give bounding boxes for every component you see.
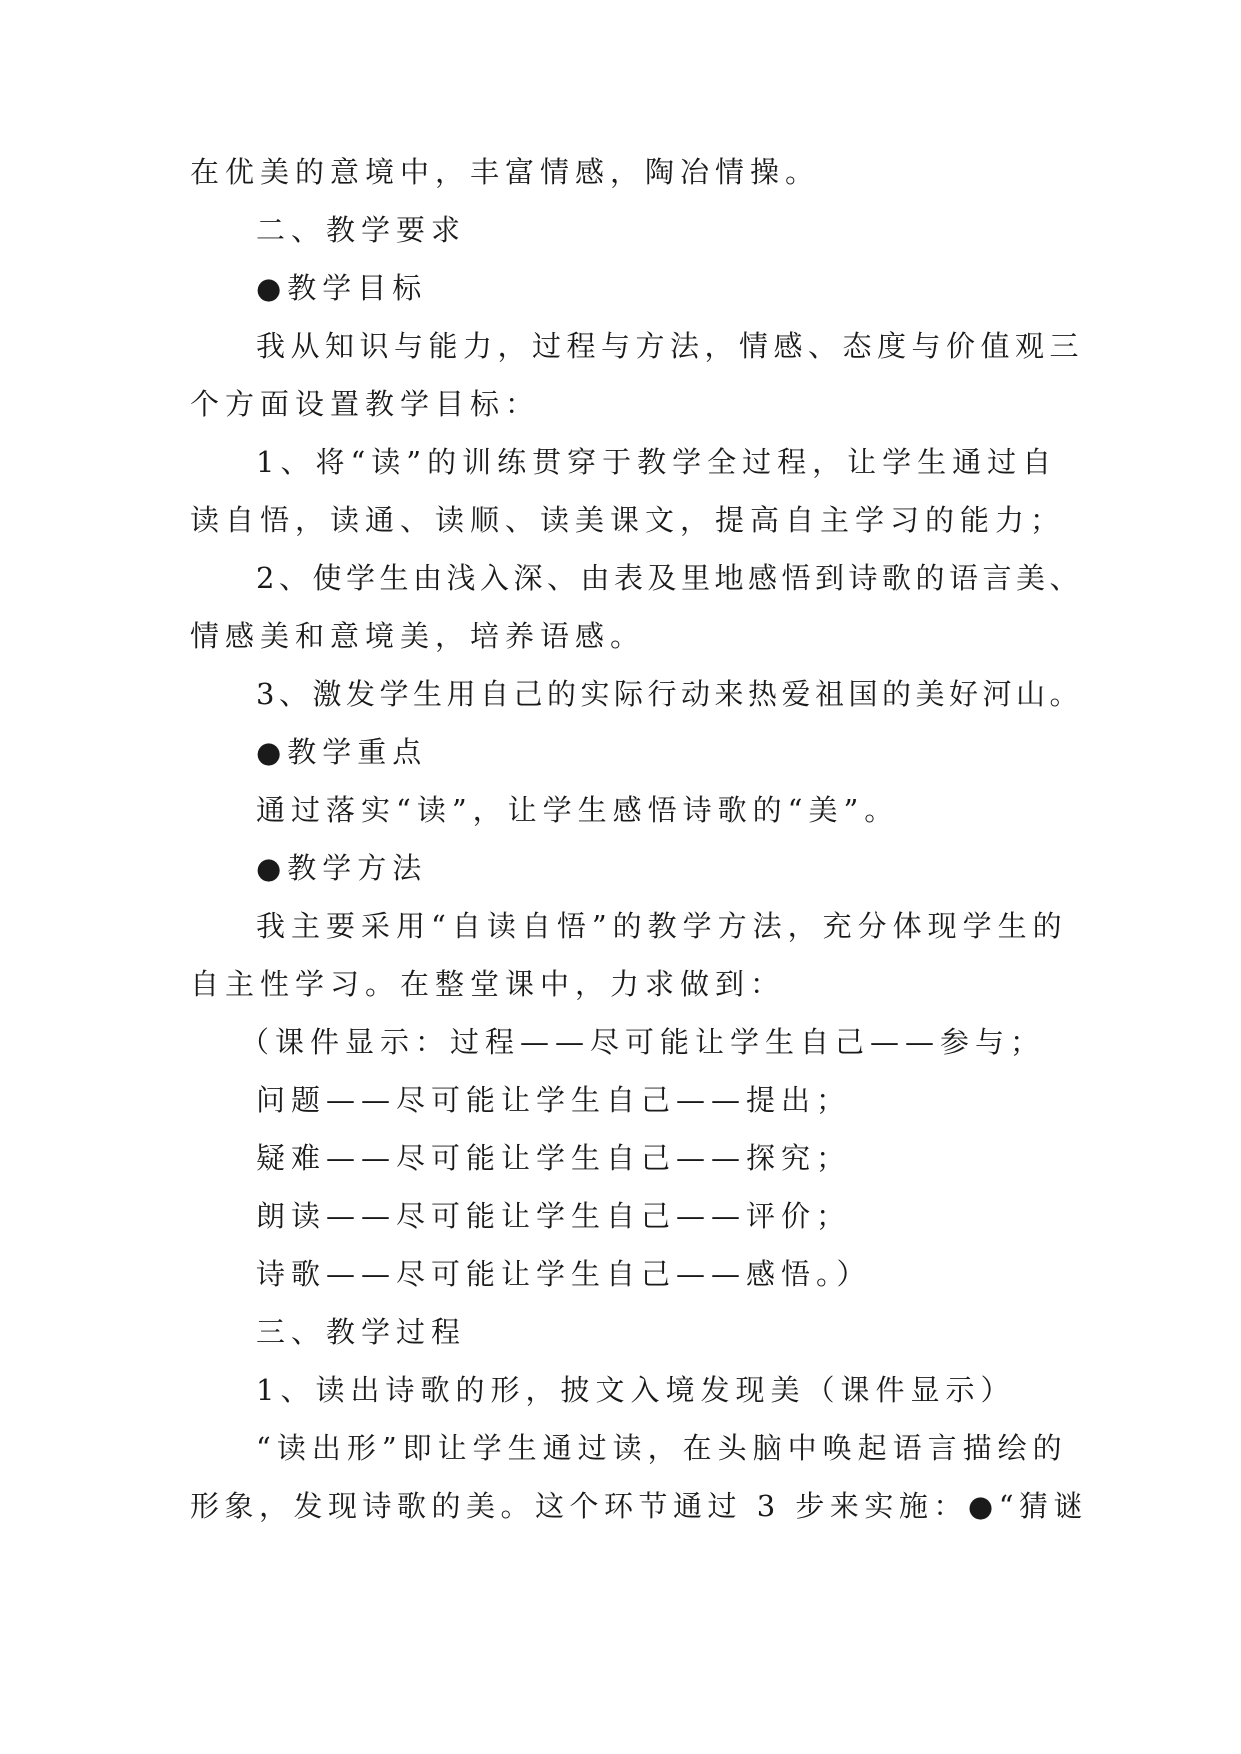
text-line-4: 我从知识与能力，过程与方法，情感、态度与价值观三	[256, 329, 1085, 363]
text-line-6: 1、将“读”的训练贯穿于教学全过程，让学生通过自	[256, 445, 1058, 479]
text-line-14: 我主要采用“自读自悟”的教学方法，充分体现学生的	[256, 909, 1068, 943]
text-line-17: 问题——尽可能让学生自己——提出；	[256, 1083, 852, 1117]
text-line-10: 3、激发学生用自己的实际行动来热爱祖国的美好河山。	[256, 677, 1083, 711]
text-line-23: “读出形”即让学生通过读，在头脑中唤起语言描绘的	[256, 1431, 1068, 1465]
text-line-15: 自主性学习。在整堂课中，力求做到：	[190, 967, 786, 1001]
text-line-16: （课件显示：过程——尽可能让学生自己——参与；	[240, 1025, 1046, 1059]
text-line-18: 疑难——尽可能让学生自己——探究；	[256, 1141, 852, 1175]
section-heading-teaching-process: 三、教学过程	[256, 1315, 467, 1349]
text-line-5: 个方面设置教学目标：	[190, 387, 541, 421]
subheading-teaching-focus: ●教学重点	[256, 735, 428, 769]
text-line-12: 通过落实“读”，让学生感悟诗歌的“美”。	[256, 793, 900, 827]
text-line-9: 情感美和意境美，培养语感。	[190, 619, 646, 653]
subheading-teaching-goals: ●教学目标	[256, 271, 428, 305]
text-line-22: 1、读出诗歌的形，披文入境发现美（课件显示）	[256, 1373, 1016, 1407]
subheading-teaching-method: ●教学方法	[256, 851, 428, 885]
text-line-24: 形象，发现诗歌的美。这个环节通过 3 步来实施：●“猜谜	[190, 1489, 1089, 1523]
text-line-20: 诗歌——尽可能让学生自己——感悟。）	[256, 1257, 872, 1291]
text-line-7: 读自悟，读通、读顺、读美课文，提高自主学习的能力；	[190, 503, 1066, 537]
text-line-19: 朗读——尽可能让学生自己——评价；	[256, 1199, 852, 1233]
text-line-8: 2、使学生由浅入深、由表及里地感悟到诗歌的语言美、	[256, 561, 1083, 595]
section-heading-teaching-requirements: 二、教学要求	[256, 213, 467, 247]
text-line-1: 在优美的意境中，丰富情感，陶冶情操。	[190, 155, 821, 189]
